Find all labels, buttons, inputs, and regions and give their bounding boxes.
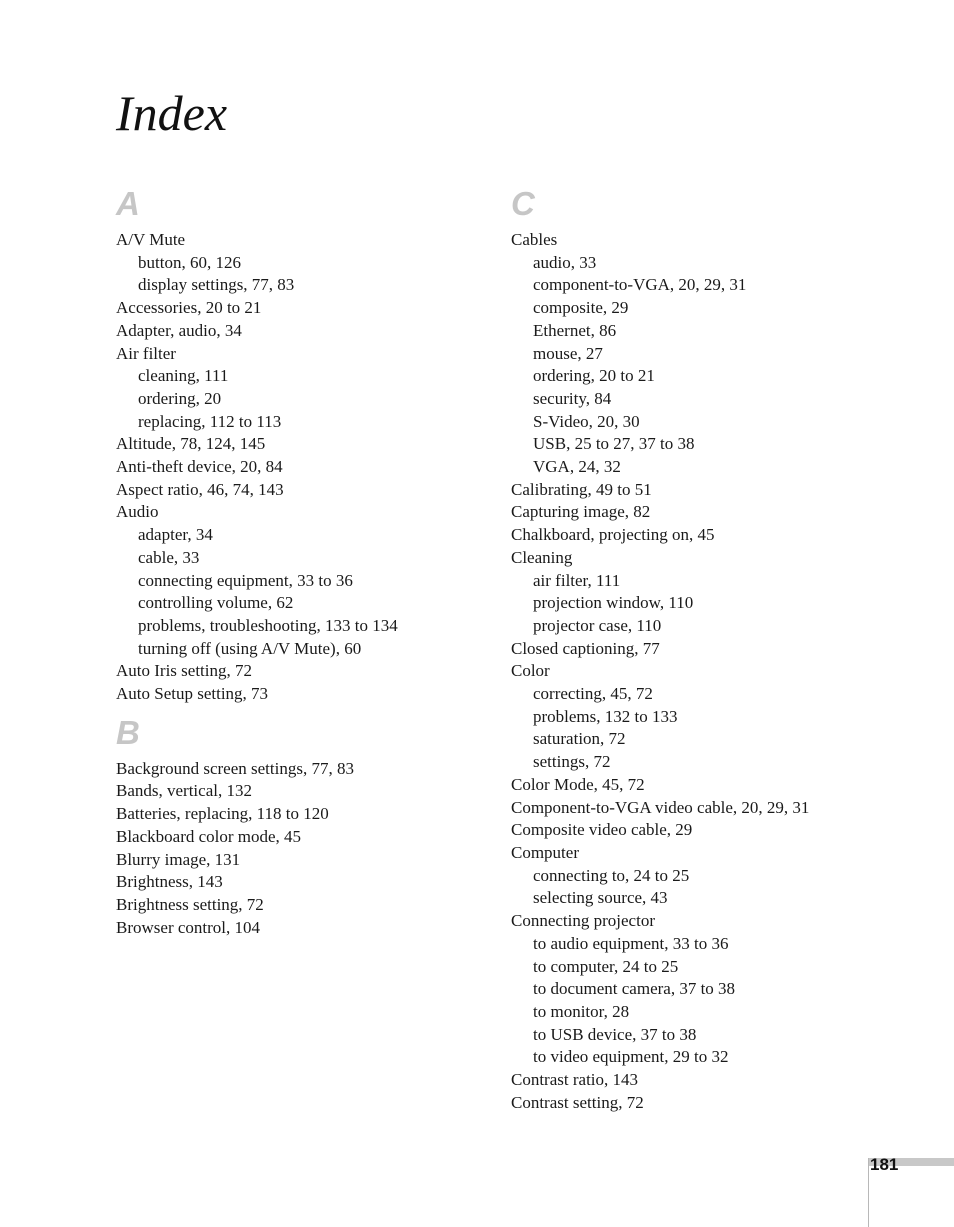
index-entry: Browser control, 104 xyxy=(116,917,261,937)
index-entry: Adapter, audio, 34 xyxy=(116,320,242,340)
index-column-right xyxy=(511,185,911,1114)
index-entry: Anti-theft device, 20, 84 xyxy=(116,457,283,477)
index-subentry: replacing, 112 to 113 xyxy=(138,411,282,431)
index-entry: Blurry image, 131 xyxy=(116,849,241,869)
index-subentry: connecting equipment, 33 to 36 xyxy=(138,570,353,590)
index-subentry: component-to-VGA, 20, 29, 31 xyxy=(533,275,747,295)
index-subentry: problems, 132 to 133 xyxy=(533,706,678,726)
index-subentry: turning off (using A/V Mute), 60 xyxy=(138,638,362,658)
index-entry: Blackboard color mode, 45 xyxy=(116,826,302,846)
index-entry: Chalkboard, projecting on, 45 xyxy=(511,525,715,545)
index-entry: Bands, vertical, 132 xyxy=(116,781,252,801)
section-letter: B xyxy=(116,713,140,751)
index-subentry: air filter, 111 xyxy=(533,570,621,590)
index-entry: Aspect ratio, 46, 74, 143 xyxy=(116,479,284,499)
index-subentry: cable, 33 xyxy=(138,547,200,567)
index-subentry: display settings, 77, 83 xyxy=(138,275,295,295)
index-column-left xyxy=(116,185,516,939)
index-subentry: VGA, 24, 32 xyxy=(533,457,621,477)
index-subentry: to monitor, 28 xyxy=(533,1001,630,1021)
index-subentry: S-Video, 20, 30 xyxy=(533,411,640,431)
index-subentry: problems, troubleshooting, 133 to 134 xyxy=(138,615,398,635)
page-title: Index xyxy=(116,85,228,141)
index-entry: Batteries, replacing, 118 to 120 xyxy=(116,804,329,824)
index-subentry: settings, 72 xyxy=(533,752,611,772)
index-entry: Color Mode, 45, 72 xyxy=(511,774,645,794)
index-subentry: connecting to, 24 to 25 xyxy=(533,865,690,885)
index-subentry: security, 84 xyxy=(533,388,612,408)
index-subentry: composite, 29 xyxy=(533,298,629,318)
index-entry: Cleaning xyxy=(511,547,573,567)
index-subentry: ordering, 20 xyxy=(138,388,222,408)
index-subentry: selecting source, 43 xyxy=(533,888,668,908)
index-entry: Background screen settings, 77, 83 xyxy=(116,758,354,778)
index-subentry: controlling volume, 62 xyxy=(138,593,294,613)
index-entry: Audio xyxy=(116,502,159,522)
index-entry: Auto Iris setting, 72 xyxy=(116,661,252,681)
index-subentry: audio, 33 xyxy=(533,252,597,272)
index-entry: Connecting projector xyxy=(511,911,655,931)
index-section xyxy=(511,185,911,1114)
index-entry: Contrast setting, 72 xyxy=(511,1092,644,1112)
index-section xyxy=(116,714,516,940)
index-entry: Composite video cable, 29 xyxy=(511,820,693,840)
index-entry: Closed captioning, 77 xyxy=(511,638,660,658)
index-entry: Brightness, 143 xyxy=(116,872,223,892)
index-subentry: to document camera, 37 to 38 xyxy=(533,979,736,999)
index-subentry: Ethernet, 86 xyxy=(533,320,617,340)
index-subentry: adapter, 34 xyxy=(138,525,213,545)
index-entry: Accessories, 20 to 21 xyxy=(116,298,262,318)
index-entry: Calibrating, 49 to 51 xyxy=(511,479,652,499)
index-entry: A/V Mute xyxy=(116,230,186,249)
index-subentry: to audio equipment, 33 to 36 xyxy=(533,933,729,953)
index-entry: Altitude, 78, 124, 145 xyxy=(116,434,266,454)
index-entry: Brightness setting, 72 xyxy=(116,894,264,914)
index-subentry: to video equipment, 29 to 32 xyxy=(533,1047,729,1067)
index-subentry: to USB device, 37 to 38 xyxy=(533,1024,697,1044)
index-subentry: ordering, 20 to 21 xyxy=(533,366,655,386)
index-subentry: mouse, 27 xyxy=(533,343,603,363)
section-letter: C xyxy=(511,185,535,222)
index-subentry: button, 60, 126 xyxy=(138,252,241,272)
index-entry: Computer xyxy=(511,842,579,862)
section-letter: A xyxy=(116,185,140,222)
index-subentry: projector case, 110 xyxy=(533,615,662,635)
index-entry: Capturing image, 82 xyxy=(511,502,651,522)
index-entry: Air filter xyxy=(116,343,176,363)
index-entry: Color xyxy=(511,661,550,681)
index-entry: Auto Setup setting, 73 xyxy=(116,684,269,704)
index-subentry: saturation, 72 xyxy=(533,729,626,749)
index-subentry: correcting, 45, 72 xyxy=(533,684,653,704)
index-subentry: cleaning, 111 xyxy=(138,366,229,386)
index-entry: Component-to-VGA video cable, 20, 29, 31 xyxy=(511,797,810,817)
page-number: 181 xyxy=(870,1155,899,1174)
index-entry: Cables xyxy=(511,230,558,249)
index-section xyxy=(116,185,516,706)
index-entry: Contrast ratio, 143 xyxy=(511,1070,639,1090)
index-subentry: USB, 25 to 27, 37 to 38 xyxy=(533,434,695,454)
index-subentry: to computer, 24 to 25 xyxy=(533,956,679,976)
index-subentry: projection window, 110 xyxy=(533,593,694,613)
page-number-rule xyxy=(868,1158,869,1227)
